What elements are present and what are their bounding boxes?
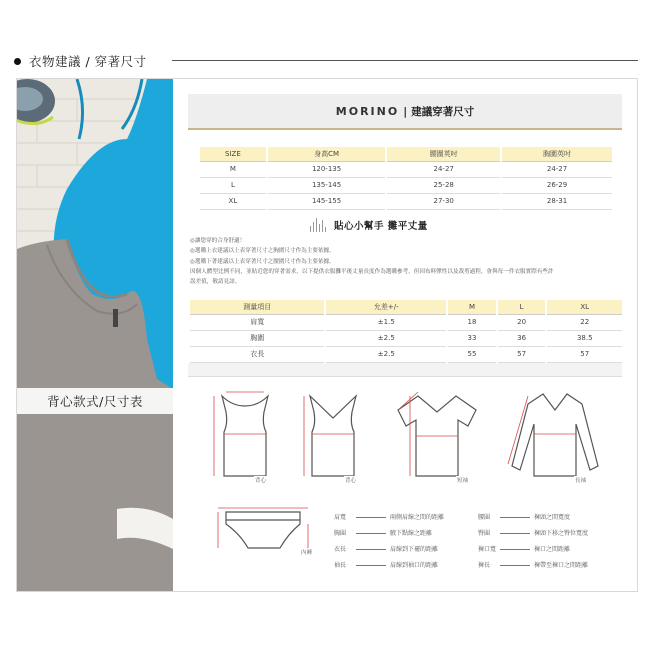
table-cell: 20 — [497, 314, 547, 330]
diagram-label: 內褲 — [301, 550, 313, 556]
tank-tops-illustration — [17, 79, 173, 591]
size-table — [198, 147, 612, 210]
product-photo — [17, 79, 173, 591]
legend-item: 褲口寬 褲口之間距離 — [478, 546, 571, 553]
brand-separator: | — [403, 104, 408, 118]
table-row — [199, 193, 612, 209]
table-cell: 38.5 — [546, 330, 622, 346]
table-cell: 25-28 — [386, 177, 501, 193]
table-row — [189, 314, 622, 330]
table-cell: 57 — [546, 346, 622, 362]
size-header-cell: 腰圍英吋 — [386, 147, 501, 161]
legend-item: 袖長 肩線到袖口的距離 — [334, 562, 439, 569]
note-line: ◎讓您穿的合身舒適！ — [190, 238, 246, 244]
note-line: 因個人體型比例不同，並貼近您的穿著需求，以下提供衣服攤平後丈量長度作為選購參考，但因布料彈性以及裁剪過程，會與每一件衣服實際有些許 — [190, 268, 554, 275]
measure-header-cell: 允差+/- — [325, 300, 447, 314]
size-header-cell: 胸圍英吋 — [501, 147, 612, 161]
table-cell: 36 — [497, 330, 547, 346]
legend-item: 肩寬 兩側肩線之間的距離 — [334, 514, 445, 521]
note-line: ◎選購上衣建議以上表穿著尺寸之胸圍尺寸作為主要依據。 — [190, 248, 335, 255]
table-cell: 22 — [546, 314, 622, 330]
section-title: 衣物建議 / 穿著尺寸 — [29, 54, 147, 69]
table-cell: 55 — [447, 346, 497, 362]
table-cell: 28-31 — [501, 193, 612, 209]
table-cell: M — [199, 161, 267, 177]
measure-header-cell: XL — [546, 300, 622, 314]
photo-caption: 背心款式/尺寸表 — [17, 388, 173, 414]
table-cell: 24-27 — [501, 161, 612, 177]
legend-item: 臀圍 褲頭下移之臀位寬度 — [478, 530, 589, 537]
diagram-label: 背心 — [345, 478, 357, 484]
garment-outlines — [188, 384, 622, 584]
table-cell: 27-30 — [386, 193, 501, 209]
table-cell: 120-135 — [267, 161, 387, 177]
measurement-table — [188, 300, 622, 363]
table-cell: 26-29 — [501, 177, 612, 193]
diagram-label: 短袖 — [457, 478, 469, 484]
bars-icon — [310, 218, 328, 232]
table-cell: 胸圍 — [189, 330, 325, 346]
table-cell: ±1.5 — [325, 314, 447, 330]
tips-heading — [310, 216, 428, 232]
section-header — [14, 52, 147, 70]
table-row — [189, 330, 622, 346]
table-cell: 衣長 — [189, 346, 325, 362]
size-header-cell: 身高CM — [267, 147, 387, 161]
size-table-header — [199, 147, 612, 161]
legend-item: 衣長 肩線到下襬的距離 — [334, 546, 439, 553]
brand-banner — [188, 94, 622, 128]
table-cell: ±2.5 — [325, 330, 447, 346]
table-cell: 肩寬 — [189, 314, 325, 330]
note-line: ◎選購下著建議以上表穿著尺寸之腰圍尺寸作為主要依據。 — [190, 258, 335, 265]
size-header-cell: SIZE — [199, 147, 267, 161]
header-divider — [172, 60, 638, 61]
diagram-label: 背心 — [255, 478, 267, 484]
measure-header-cell: L — [497, 300, 547, 314]
legend-item: 褲長 褲帶至褲口之間距離 — [478, 562, 589, 569]
table-row — [189, 346, 622, 362]
brand-accent-line — [188, 128, 622, 130]
table-cell: 135-145 — [267, 177, 387, 193]
tank-outline — [222, 396, 268, 476]
table-cell: 57 — [497, 346, 547, 362]
table-cell: 18 — [447, 314, 497, 330]
diagram-label: 長袖 — [575, 478, 587, 484]
legend-item: 胸圍 腋下點線之距離 — [334, 530, 433, 537]
table-cell: XL — [199, 193, 267, 209]
table-footer-strip — [188, 363, 622, 377]
brand-logo: MORINO — [335, 104, 400, 118]
table-cell: 145-155 — [267, 193, 387, 209]
table-cell: 24-27 — [386, 161, 501, 177]
tips-title: 貼心小幫手 攤平丈量 — [334, 221, 428, 232]
table-cell: L — [199, 177, 267, 193]
measure-header-cell: M — [447, 300, 497, 314]
table-cell: ±2.5 — [325, 346, 447, 362]
measurement-table-header — [189, 300, 622, 314]
measure-header-cell: 測量項目 — [189, 300, 325, 314]
table-row — [199, 161, 612, 177]
measuring-notes — [190, 236, 622, 287]
note-line: 誤差值，敬請見諒。 — [190, 279, 241, 286]
garment-diagrams — [188, 384, 622, 584]
brand-subtitle: 建議穿著尺寸 — [411, 105, 475, 118]
bullet-icon — [14, 58, 21, 65]
table-cell: 33 — [447, 330, 497, 346]
legend-item: 腰圍 褲頭之間寬度 — [478, 514, 571, 521]
table-row — [199, 177, 612, 193]
